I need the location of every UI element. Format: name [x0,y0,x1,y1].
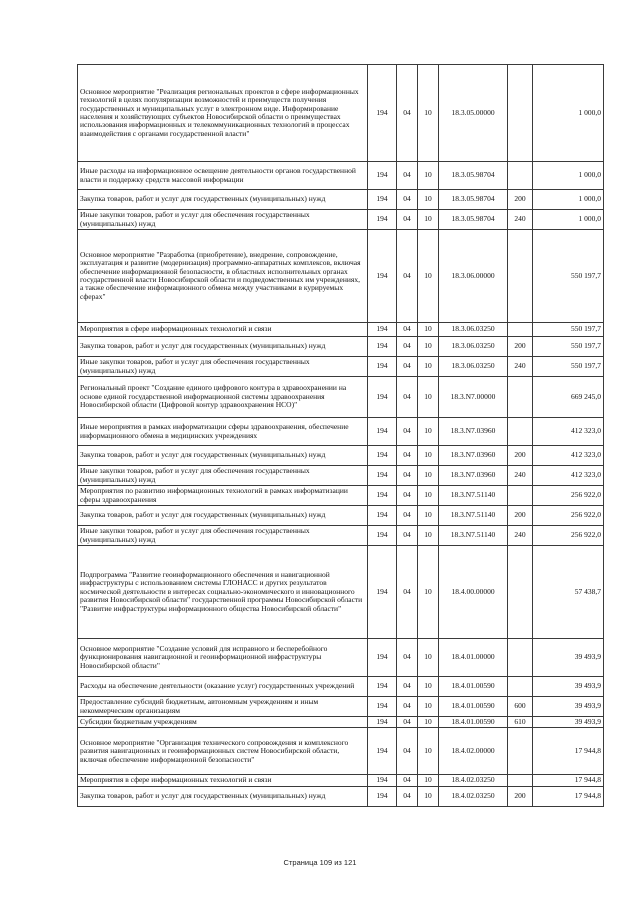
cell-vr: 200 [508,337,533,357]
cell-name: Мероприятия в сфере информационных технологий и связи [78,775,368,786]
cell-rz: 04 [397,697,418,717]
cell-sum: 256 922,0 [533,486,604,506]
cell-sum: 17 944,8 [533,728,604,775]
table-row [78,717,604,728]
cell-csr: 18.4.01.00590 [439,697,508,717]
cell-csr: 18.4.00.00000 [439,546,508,639]
cell-rz: 04 [397,728,418,775]
cell-grbs: 194 [368,677,397,697]
cell-pr: 10 [418,775,439,786]
cell-grbs: 194 [368,162,397,190]
cell-grbs: 194 [368,486,397,506]
table-row [78,357,604,377]
page-number: Страница 109 из 121 [283,858,357,867]
cell-grbs: 194 [368,65,397,162]
table-row [78,506,604,526]
cell-name: Иные мероприятия в рамках информатизации сферы здравоохранения, обеспечение информационного обмена в медицинских учреждениях [78,418,368,446]
cell-name: Подпрограмма "Развитие геоинформационного обеспечения и навигационной инфраструктуры с использованием системы ГЛОНАСС и других результатов космической деятельности в интересах социально-экономического и инновационного развития Новосибирской области" государственной программы Новосибирской области "Развитие инфраструктуры информационного общества Новосибирской области" [78,546,368,639]
cell-vr [508,418,533,446]
cell-sum: 39 493,9 [533,697,604,717]
table-row [78,377,604,418]
table-row [78,446,604,466]
cell-name: Иные закупки товаров, работ и услуг для обеспечения государственных (муниципальных) нужд [78,210,368,230]
cell-pr: 10 [418,65,439,162]
cell-grbs: 194 [368,323,397,337]
cell-csr: 18.4.01.00590 [439,677,508,697]
cell-name: Иные закупки товаров, работ и услуг для обеспечения государственных (муниципальных) нужд [78,466,368,486]
cell-sum: 550 197,7 [533,337,604,357]
table-row [78,786,604,806]
cell-csr: 18.4.01.00590 [439,717,508,728]
cell-vr: 200 [508,190,533,210]
cell-pr: 10 [418,506,439,526]
cell-grbs: 194 [368,639,397,677]
table-row [78,210,604,230]
cell-csr: 18.4.01.00000 [439,639,508,677]
cell-grbs: 194 [368,190,397,210]
cell-sum: 39 493,9 [533,717,604,728]
cell-pr: 10 [418,697,439,717]
cell-vr: 200 [508,506,533,526]
cell-csr: 18.3.06.03250 [439,357,508,377]
table-row [78,775,604,786]
cell-rz: 04 [397,230,418,323]
table-row [78,230,604,323]
cell-vr: 600 [508,697,533,717]
table-row [78,677,604,697]
cell-rz: 04 [397,210,418,230]
cell-grbs: 194 [368,446,397,466]
cell-name: Иные расходы на информационное освещение деятельности органов государственной власти и поддержку средств массовой информации [78,162,368,190]
table-row [78,697,604,717]
cell-rz: 04 [397,526,418,546]
cell-sum: 17 944,8 [533,786,604,806]
table-row [78,728,604,775]
cell-pr: 10 [418,357,439,377]
cell-vr: 240 [508,357,533,377]
cell-grbs: 194 [368,466,397,486]
cell-sum: 39 493,9 [533,677,604,697]
cell-grbs: 194 [368,775,397,786]
cell-pr: 10 [418,466,439,486]
cell-vr: 200 [508,446,533,466]
cell-rz: 04 [397,65,418,162]
cell-grbs: 194 [368,506,397,526]
cell-name: Закупка товаров, работ и услуг для государственных (муниципальных) нужд [78,786,368,806]
cell-grbs: 194 [368,697,397,717]
cell-name: Иные закупки товаров, работ и услуг для обеспечения государственных (муниципальных) нужд [78,526,368,546]
cell-sum: 1 000,0 [533,65,604,162]
cell-vr: 240 [508,466,533,486]
cell-rz: 04 [397,446,418,466]
table-row [78,418,604,446]
cell-name: Основное мероприятие "Организация технического сопровождения и комплексного развития навигационных и геоинформационных систем Новосибирской области, включая обеспечение информационной безопасности" [78,728,368,775]
cell-rz: 04 [397,775,418,786]
cell-sum: 39 493,9 [533,639,604,677]
cell-pr: 10 [418,210,439,230]
table-row [78,486,604,506]
table-row [78,162,604,190]
cell-csr: 18.3.05.98704 [439,162,508,190]
cell-vr [508,323,533,337]
cell-pr: 10 [418,162,439,190]
cell-name: Закупка товаров, работ и услуг для государственных (муниципальных) нужд [78,446,368,466]
cell-name: Основное мероприятие "Разработка (приобретение), внедрение, сопровождение, эксплуатация и развитие (модернизация) программно-аппаратных комплексов, включая обеспечение информационной безопасности, в областных исполнительных органах государственной власти Новосибирской области и подведомственных им учреждениях, а также обеспечение информационного обмена между участниками в курируемых сферах" [78,230,368,323]
cell-vr: 240 [508,526,533,546]
cell-rz: 04 [397,466,418,486]
cell-sum: 412 323,0 [533,466,604,486]
cell-vr [508,65,533,162]
cell-rz: 04 [397,546,418,639]
cell-name: Закупка товаров, работ и услуг для государственных (муниципальных) нужд [78,337,368,357]
cell-rz: 04 [397,717,418,728]
cell-sum: 1 000,0 [533,162,604,190]
cell-csr: 18.3.05.98704 [439,210,508,230]
cell-grbs: 194 [368,526,397,546]
cell-csr: 18.3.N7.03960 [439,418,508,446]
cell-vr [508,377,533,418]
cell-grbs: 194 [368,377,397,418]
cell-rz: 04 [397,786,418,806]
cell-csr: 18.3.N7.51140 [439,526,508,546]
cell-sum: 1 000,0 [533,190,604,210]
cell-sum: 550 197,7 [533,230,604,323]
cell-pr: 10 [418,337,439,357]
table-row [78,337,604,357]
cell-csr: 18.3.N7.03960 [439,466,508,486]
cell-grbs: 194 [368,357,397,377]
cell-csr: 18.3.N7.00000 [439,377,508,418]
cell-csr: 18.3.05.00000 [439,65,508,162]
cell-name: Закупка товаров, работ и услуг для государственных (муниципальных) нужд [78,190,368,210]
cell-rz: 04 [397,506,418,526]
cell-vr [508,162,533,190]
cell-vr [508,230,533,323]
cell-vr [508,775,533,786]
cell-rz: 04 [397,162,418,190]
cell-vr [508,677,533,697]
cell-pr: 10 [418,418,439,446]
cell-pr: 10 [418,677,439,697]
cell-name: Мероприятия по развитию информационных технологий в рамках информатизации сферы здравоохранения [78,486,368,506]
cell-pr: 10 [418,546,439,639]
cell-sum: 550 197,7 [533,323,604,337]
cell-grbs: 194 [368,210,397,230]
cell-grbs: 194 [368,546,397,639]
cell-sum: 17 944,8 [533,775,604,786]
cell-name: Иные закупки товаров, работ и услуг для обеспечения государственных (муниципальных) нужд [78,357,368,377]
cell-vr [508,728,533,775]
cell-csr: 18.3.06.03250 [439,323,508,337]
cell-name: Основное мероприятие "Создание условий для исправного и бесперебойного функционирования навигационной и геоинформационной инфраструктуры Новосибирской области" [78,639,368,677]
cell-grbs: 194 [368,717,397,728]
cell-sum: 256 922,0 [533,506,604,526]
cell-name: Основное мероприятие "Реализация региональных проектов в сфере информационных технологий в целях популяризации возможностей и преимуществ получения государственных и муниципальных услуг в электронном виде. Информирование населения и хозяйствующих субъектов Новосибирской области о преимуществах использования информационных и телекоммуникационных технологий в процессах взаимодействия с органами государственной власти" [78,65,368,162]
cell-pr: 10 [418,446,439,466]
cell-pr: 10 [418,323,439,337]
cell-pr: 10 [418,639,439,677]
cell-pr: 10 [418,717,439,728]
cell-rz: 04 [397,418,418,446]
cell-grbs: 194 [368,337,397,357]
cell-name: Предоставление субсидий бюджетным, автономным учреждениям и иным некоммерческим организациям [78,697,368,717]
cell-pr: 10 [418,786,439,806]
cell-csr: 18.3.N7.03960 [439,446,508,466]
cell-sum: 412 323,0 [533,446,604,466]
cell-pr: 10 [418,377,439,418]
cell-rz: 04 [397,377,418,418]
cell-vr [508,486,533,506]
cell-vr: 240 [508,210,533,230]
table-row [78,466,604,486]
cell-rz: 04 [397,323,418,337]
cell-pr: 10 [418,230,439,323]
cell-csr: 18.3.06.03250 [439,337,508,357]
table-row [78,639,604,677]
cell-pr: 10 [418,190,439,210]
table-row [78,526,604,546]
table-row [78,65,604,162]
cell-csr: 18.4.02.03250 [439,786,508,806]
cell-vr [508,546,533,639]
cell-rz: 04 [397,486,418,506]
cell-csr: 18.3.N7.51140 [439,506,508,526]
cell-grbs: 194 [368,418,397,446]
cell-rz: 04 [397,357,418,377]
cell-sum: 256 922,0 [533,526,604,546]
cell-sum: 669 245,0 [533,377,604,418]
cell-name: Субсидии бюджетным учреждениям [78,717,368,728]
cell-sum: 412 323,0 [533,418,604,446]
budget-table [77,64,604,807]
cell-csr: 18.3.05.98704 [439,190,508,210]
cell-vr: 200 [508,786,533,806]
cell-grbs: 194 [368,230,397,323]
cell-pr: 10 [418,486,439,506]
cell-sum: 1 000,0 [533,210,604,230]
table-row [78,190,604,210]
cell-sum: 57 438,7 [533,546,604,639]
cell-csr: 18.3.N7.51140 [439,486,508,506]
cell-csr: 18.4.02.00000 [439,728,508,775]
cell-csr: 18.4.02.03250 [439,775,508,786]
cell-sum: 550 197,7 [533,357,604,377]
cell-rz: 04 [397,677,418,697]
cell-grbs: 194 [368,728,397,775]
cell-pr: 10 [418,728,439,775]
cell-name: Расходы на обеспечение деятельности (оказание услуг) государственных учреждений [78,677,368,697]
cell-rz: 04 [397,337,418,357]
cell-vr: 610 [508,717,533,728]
cell-vr [508,639,533,677]
cell-name: Региональный проект "Создание единого цифрового контура в здравоохранении на основе единой государственной информационной системы здравоохранения Новосибирской области (Цифровой контур здравоохранения НСО)" [78,377,368,418]
cell-name: Закупка товаров, работ и услуг для государственных (муниципальных) нужд [78,506,368,526]
cell-rz: 04 [397,639,418,677]
cell-pr: 10 [418,526,439,546]
table-row [78,323,604,337]
cell-grbs: 194 [368,786,397,806]
cell-name: Мероприятия в сфере информационных технологий и связи [78,323,368,337]
cell-csr: 18.3.06.00000 [439,230,508,323]
cell-rz: 04 [397,190,418,210]
table-row [78,546,604,639]
